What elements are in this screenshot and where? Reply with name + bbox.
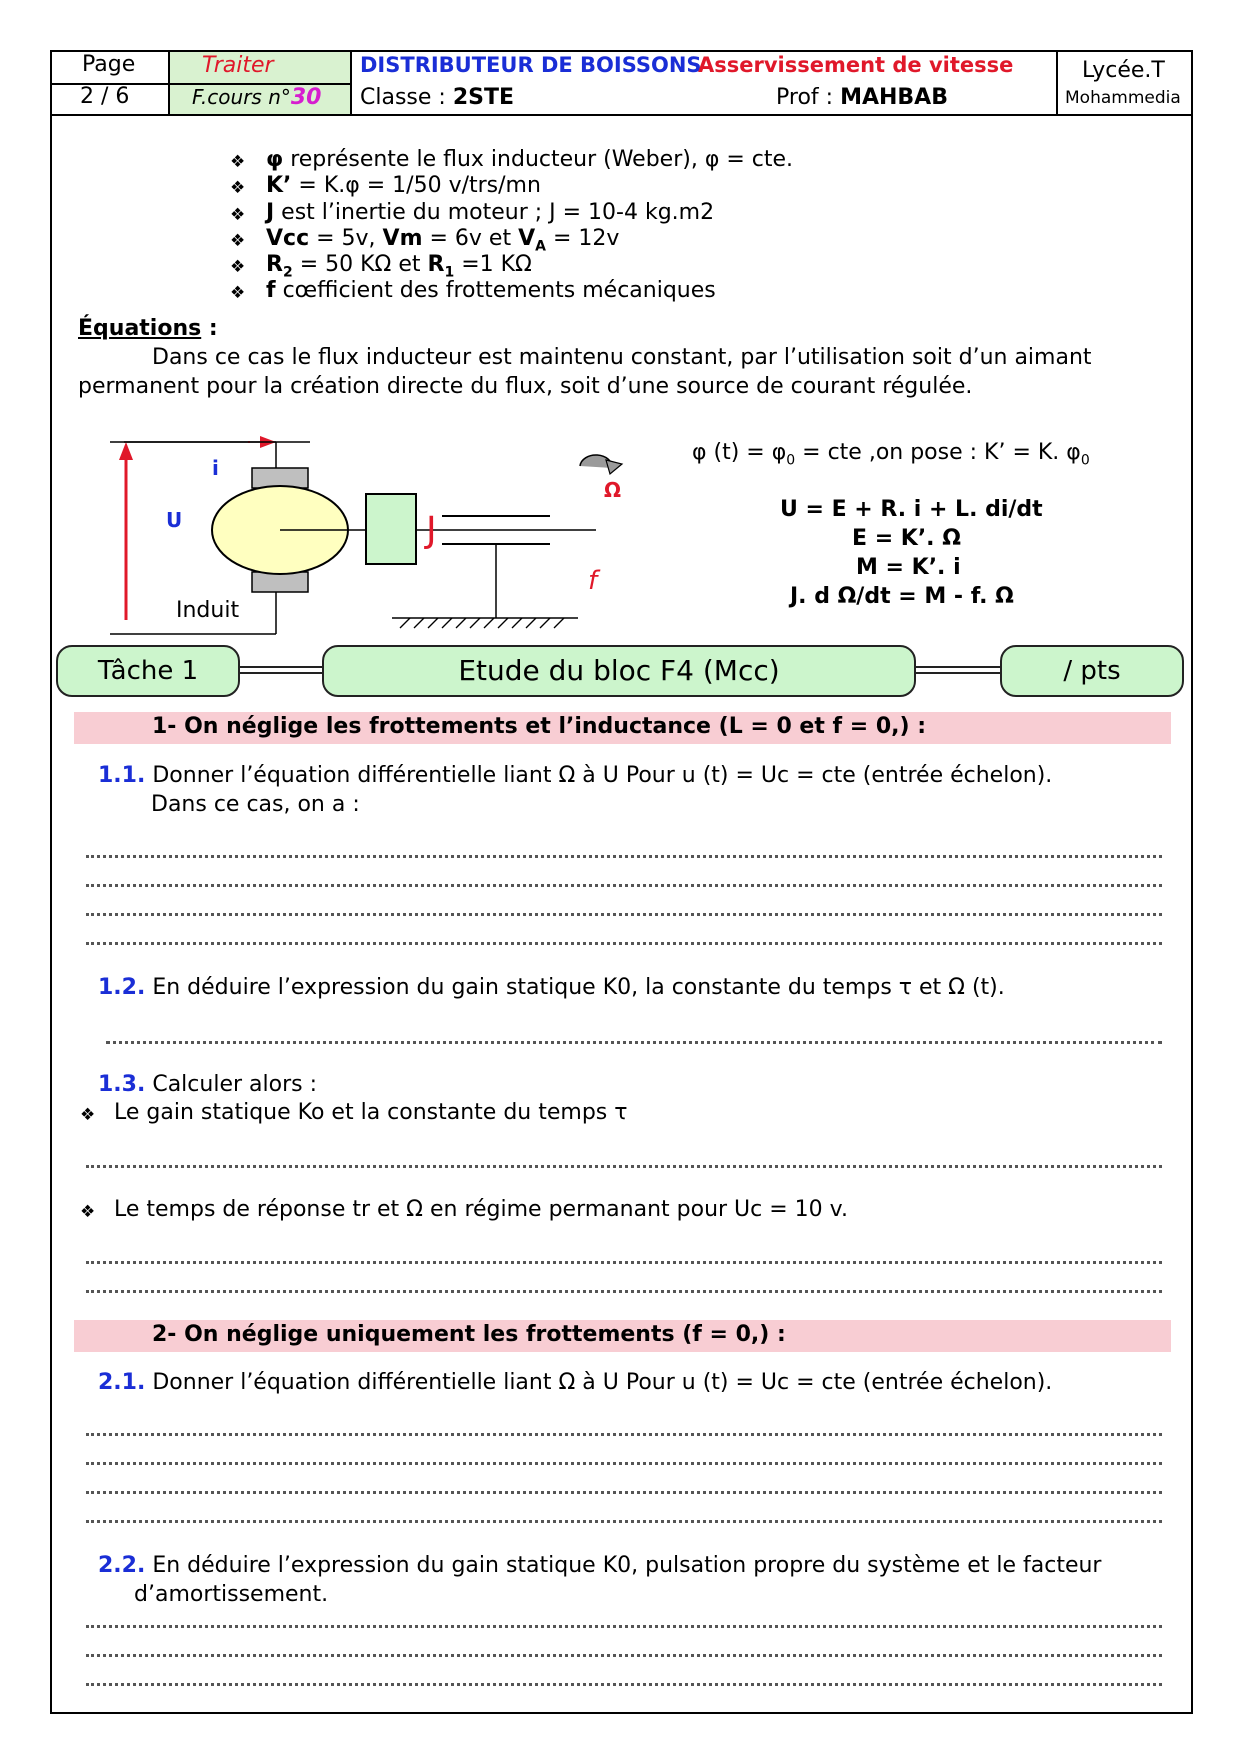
answer-line[interactable] bbox=[86, 1459, 1162, 1465]
doc-subject: Asservissement de vitesse bbox=[698, 53, 1014, 77]
equation-mechanical: J. d Ω/dt = M - f. Ω bbox=[790, 584, 1014, 609]
answer-line[interactable] bbox=[86, 1258, 1162, 1264]
equations-paragraph-line2: permanent pour la création directe du flux, soit d’une source de courant régulée. bbox=[78, 374, 973, 399]
classe-label: Classe : 2STE bbox=[360, 85, 515, 110]
prof-label: Prof : MAHBAB bbox=[776, 85, 948, 110]
answer-line[interactable] bbox=[86, 1622, 1162, 1628]
bullet-icon: ❖ bbox=[230, 283, 246, 303]
label-J: J bbox=[426, 510, 437, 551]
equations-heading: Équations : bbox=[78, 316, 218, 341]
question-2-1: 2.1. Donner l’équation différentielle liant Ω à U Pour u (t) = Uc = cte (entrée échelon). bbox=[98, 1370, 1053, 1395]
answer-line[interactable] bbox=[86, 1430, 1162, 1436]
answer-line[interactable] bbox=[86, 1680, 1162, 1686]
equation-voltage: U = E + R. i + L. di/dt bbox=[780, 497, 1043, 522]
equation-emf: E = K’. Ω bbox=[852, 526, 961, 551]
connector-left bbox=[238, 666, 324, 674]
bullet-icon: ❖ bbox=[230, 231, 246, 251]
question-1-3: 1.3. Calculer alors : bbox=[98, 1072, 317, 1097]
answer-line[interactable] bbox=[86, 1651, 1162, 1657]
answer-line[interactable] bbox=[106, 1038, 1162, 1044]
page-label: Page bbox=[82, 52, 136, 77]
question-1-3-bullet2: Le temps de réponse tr et Ω en régime permanant pour Uc = 10 v. bbox=[114, 1197, 848, 1222]
bullet-voltages: Vcc = 5v, Vm = 6v et $V_A = 12v$ bbox=[266, 226, 620, 255]
label-U: U bbox=[166, 508, 183, 532]
answer-line[interactable] bbox=[86, 1162, 1162, 1168]
voltage-arrow-icon bbox=[119, 442, 133, 460]
fcours-label: F.cours n°30 bbox=[192, 85, 322, 110]
doc-title: DISTRIBUTEUR DE BOISSONS bbox=[360, 53, 702, 77]
task-number: Tâche 1 bbox=[56, 645, 240, 697]
bullet-icon: ❖ bbox=[230, 257, 246, 277]
bullet-kprime: K’ = K.φ = 1/50 v/trs/mn bbox=[266, 173, 541, 198]
question-2-2-line2: d’amortissement. bbox=[134, 1582, 329, 1607]
question-1-1: 1.1. Donner l’équation différentielle liant Ω à U Pour u (t) = Uc = cte (entrée échelon). bbox=[98, 763, 1053, 788]
label-induit: Induit bbox=[176, 598, 240, 623]
bullet-phi: φ représente le flux inducteur (Weber), φ = cte. bbox=[266, 147, 793, 172]
bullet-friction: f cœfficient des frottements mécaniques bbox=[266, 278, 716, 303]
answer-line[interactable] bbox=[86, 1488, 1162, 1494]
header-table bbox=[50, 50, 1193, 116]
label-f: f bbox=[588, 566, 598, 596]
section1-title: 1- On néglige les frottements et l’inductance (L = 0 et f = 0,) : bbox=[152, 714, 927, 739]
task-title: Etude du bloc F4 (Mcc) bbox=[322, 645, 916, 697]
school-name: Lycée.T bbox=[1082, 58, 1165, 83]
inertia-box bbox=[366, 494, 416, 564]
label-i: i bbox=[212, 456, 219, 480]
answer-line[interactable] bbox=[86, 881, 1162, 887]
equation-torque: M = K’. i bbox=[856, 555, 961, 580]
traiter-label: Traiter bbox=[202, 53, 274, 78]
task-points: / pts bbox=[1000, 645, 1184, 697]
equations-paragraph-line1: Dans ce cas le flux inducteur est maintenu constant, par l’utilisation soit d’un aimant bbox=[152, 345, 1092, 370]
bullet-icon: ❖ bbox=[80, 1202, 96, 1222]
school-city: Mohammedia bbox=[1065, 88, 1181, 108]
section1-bar bbox=[74, 712, 1171, 744]
fcours-number: 30 bbox=[290, 85, 322, 110]
bullet-icon: ❖ bbox=[230, 205, 246, 225]
bullet-icon: ❖ bbox=[230, 178, 246, 198]
section2-title: 2- On néglige uniquement les frottements (f = 0,) : bbox=[152, 1322, 786, 1347]
question-1-3-bullet1: Le gain statique Ko et la constante du temps τ bbox=[114, 1100, 628, 1125]
answer-line[interactable] bbox=[86, 852, 1162, 858]
bullet-resistors: $R_2 = 50$ KΩ et $R_1 =1$ KΩ bbox=[266, 252, 532, 281]
connector-right bbox=[914, 666, 1002, 674]
question-2-2: 2.2. En déduire l’expression du gain statique K0, pulsation propre du système et le facteur bbox=[98, 1553, 1102, 1578]
answer-line[interactable] bbox=[86, 910, 1162, 916]
phi-equation: φ $(t) = \varphi_0$ = cte ,on pose : K’ = K. $\varphi_0$ bbox=[692, 440, 1090, 469]
answer-line[interactable] bbox=[86, 1517, 1162, 1523]
question-1-1-line2: Dans ce cas, on a : bbox=[151, 792, 360, 817]
question-1-2: 1.2. En déduire l’expression du gain statique K0, la constante du temps τ et Ω (t). bbox=[98, 975, 1005, 1000]
answer-line[interactable] bbox=[86, 939, 1162, 945]
page-number: 2 / 6 bbox=[80, 84, 130, 109]
bullet-icon: ❖ bbox=[80, 1105, 96, 1125]
bullet-inertia: J est l’inertie du moteur ; J = 10-4 kg.m2 bbox=[266, 200, 715, 225]
label-omega: Ω bbox=[604, 478, 622, 502]
section2-bar bbox=[74, 1320, 1171, 1352]
answer-line[interactable] bbox=[86, 1287, 1162, 1293]
bullet-icon: ❖ bbox=[230, 152, 246, 172]
